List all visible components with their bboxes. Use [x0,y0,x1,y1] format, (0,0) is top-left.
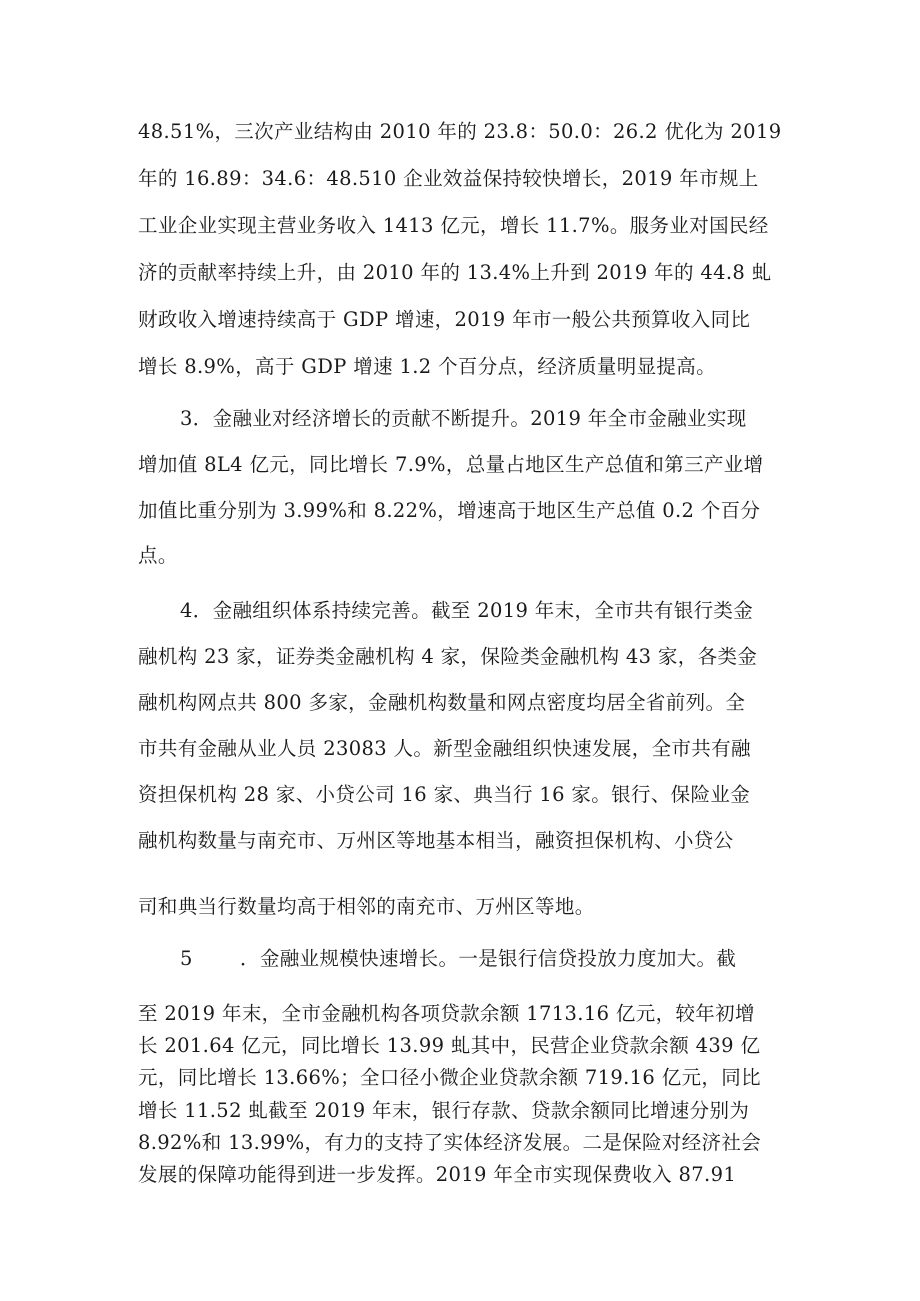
text-line: 4．金融组织体系持续完善。截至 2019 年末，全市共有银行类金 [180,599,754,622]
text-line: 增长 11.52 虬截至 2019 年末，银行存款、贷款余额同比增速分别为 [138,1099,750,1122]
text-line: 3．金融业对经济增长的贡献不断提升。2019 年全市金融业实现 [180,407,747,430]
text-line: 发展的保障功能得到进一步发挥。2019 年全市实现保费收入 87.91 [138,1163,737,1186]
text-line: 增加值 8L4 亿元，同比增长 7.9%，总量占地区生产总值和第三产业增 [138,453,764,476]
text-line: 点。 [138,544,178,567]
text-line: 加值比重分别为 3.99%和 8.22%，增速高于地区生产总值 0.2 个百分 [138,499,761,522]
text-line: 至 2019 年末，全市金融机构各项贷款余额 1713.16 亿元，较年初增 [138,1002,755,1025]
text-line: 8.92%和 13.99%，有力的支持了实体经济发展。二是保险对经济社会 [138,1131,762,1154]
text-line: 元，同比增长 13.66%；全口径小微企业贷款余额 719.16 亿元，同比 [138,1066,761,1089]
text-line: 市共有金融从业人员 23083 人。新型金融组织快速发展，全市共有融 [138,737,751,760]
text-line: 长 201.64 亿元，同比增长 13.99 虬其中，民营企业贷款余额 439 亿 [138,1034,761,1057]
paragraph-number: 5 [180,947,193,970]
text-line: 财政收入增速持续高于 GDP 增速，2019 年市一般公共预算收入同比 [138,308,751,331]
text-line: 工业企业实现主营业务收入 1413 亿元，增长 11.7%。服务业对国民经 [138,214,769,237]
paragraph-heading: ．金融业规模快速增长。一是银行信贷投放力度加大。截 [240,947,737,970]
text-line: 48.51%，三次产业结构由 2010 年的 23.8：50.0：26.2 优化为 2019 [138,120,782,143]
text-line: 年的 16.89：34.6：48.510 企业效益保持较快增长，2019 年市规上 [138,167,759,190]
text-line: 融机构网点共 800 多家，金融机构数量和网点密度均居全省前列。全 [138,691,746,714]
text-line: 司和典当行数量均高于相邻的南充市、万州区等地。 [138,895,595,918]
text-line [180,945,736,973]
text-line: 融机构数量与南充市、万州区等地基本相当，融资担保机构、小贷公 [138,829,734,852]
text-line: 融机构 23 家，证券类金融机构 4 家，保险类金融机构 43 家，各类金 [138,645,758,668]
text-line: 增长 8.9%，高于 GDP 增速 1.2 个百分点，经济质量明显提高。 [138,355,716,378]
text-line: 济的贡献率持续上升，由 2010 年的 13.4%上升到 2019 年的 44.8 虬 [138,261,772,284]
text-line: 资担保机构 28 家、小贷公司 16 家、典当行 16 家。银行、保险业金 [138,783,751,806]
